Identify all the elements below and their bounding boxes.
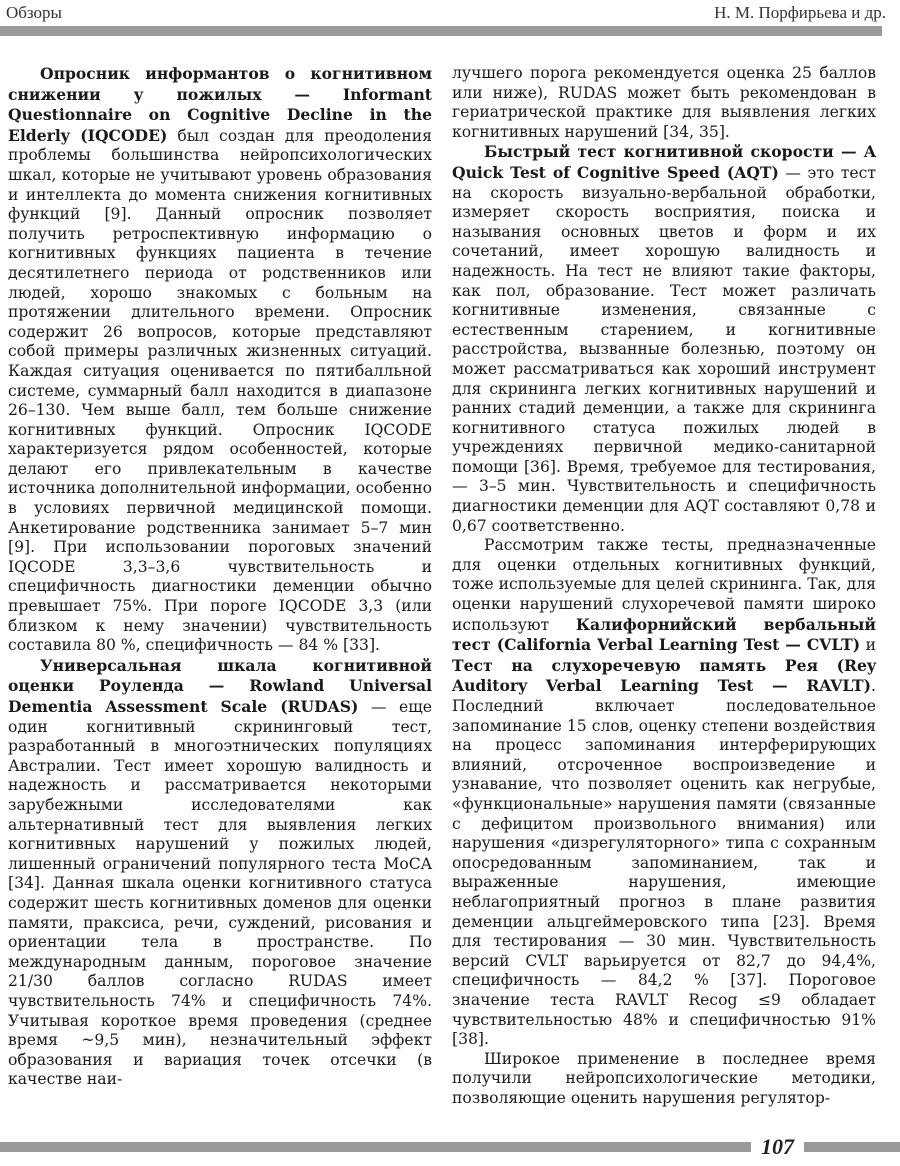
left-column [8,64,432,1090]
paragraph-memory-tests [452,536,876,1049]
paragraph-rudas-continued: лучшего порога рекомендуется оценка 25 баллов или ниже), RUDAS может быть рекомендован в гериатрической практике для выявления легких когнитивных нарушений [34, 35]. [452,64,876,141]
paragraph-aqt-text: — это тест на скорость визуально-вербальной обработки, измеряет скорость восприятия, поиска и называния основных цветов и форм и их сочетаний, имеет хорошую валидность и надежность. На тест не влияют такие факторы, как пол, образование. Тест может различать когнитивные изменения, связанные с естественным старением, и когнитивные расстройства, вызванные болезнью, поэтому он может рассматриваться как хороший инструмент для скрининга легких когнитивных нарушений и ранних стадий деменции, а также для скрининга когнитивного статуса пожилых людей в учреждениях первичной медико-санитарной помощи [36]. Время, требуемое для тестирования, — 3–5 мин. Чувствительность и специфичность диагностики деменции для AQT составляют 0,78 и 0,67 соответственно. [452,163,877,535]
term-iqcode: Опросник информантов о когнитивном снижении у пожилых — Informant Questionnaire on Cognitive Decline in the Elderly (IQCODE) [8,64,432,145]
paragraph-iqcode-text: был создан для преодоления проблемы большинства нейропсихологических шкал, которые не учитывают уровень образования и интеллекта до момента снижения когнитивных функций [9]. Данный опросник позволяет получить ретроспективную информацию о когнитивных функциях пациента в течение десятилетнего периода от родственников или людей, хорошо знакомых с больным на протяжении длительного времени. Опросник содержит 26 вопросов, которые представляют собой примеры различных жизненных ситуаций. Каждая ситуация оценивается по пятибалльной системе, суммарный балл находится в диапазоне 26–130. Чем выше балл, тем больше снижение когнитивных функций. Опросник IQCODE характеризуется рядом особенностей, которые делают его привлекательным в качестве источника дополнительной информации, особенно в условиях первичной медицинской помощи. Анкетирование родственника занимает 5–7 мин [9]. При использовании пороговых значений IQCODE 3,3–3,6 чувствительность и специфичность диагностики деменции обычно превышает 75%. При пороге IQCODE 3,3 (или близком к нему значении) чувствительность составила 80 %, специфичность — 84 % [33]. [8,126,432,655]
paragraph-neuropsych: Широкое применение в последнее время получили нейропсихологические методики, позволяющие оценить нарушения регулятор- [452,1049,876,1107]
term-ravlt: Тест на слухоречевую память Рея (Rey Auditory Verbal Learning Test — RAVLT) [452,655,876,696]
paragraph-rudas [8,656,432,1090]
header-authors: Н. М. Порфирьева и др. [714,3,886,22]
paragraph-aqt [452,142,876,536]
paragraph-rudas-text: — еще один когнитивный скрининговый тест, разработанный в многоэтнических популяциях Австралии. Тест имеет хорошую валидность и надежность и рассматривается некоторыми зарубежными исследователями как альтернативный тест для выявления легких когнитивных нарушений у пожилых людей, лишенный ограничений популярного теста MoCA [34]. Данная шкала оценки когнитивного статуса содержит шесть когнитивных доменов для оценки памяти, праксиса, речи, суждений, рисования и ориентации тела в пространстве. По международным данным, пороговое значение 21/30 баллов согласно RUDAS имеет чувствительность 74% и специфичность 74%. Учитывая короткое время проведения (среднее время ~9,5 мин), незначительный эффект образования и вариация точек отсечки (в качестве наи- [8,698,432,1089]
page-number: 107 [751,1134,804,1160]
header-section-title: Обзоры [6,3,62,22]
term-rudas: Универсальная шкала когнитивной оценки Роуленда — Rowland Universal Dementia Assessment Scale (RUDAS) [8,655,432,716]
paragraph-memory-text-c: . Последний включает последовательное запоминание 15 слов, оценку степени воздействия на процесс запоминания интерферирующих влияний, отсроченное воспроизведение и узнавание, что позволяет оценить как негрубые, «функциональные» нарушения памяти (связанные с дефицитом произвольного внимания) или нарушения «дизрегуляторного» типа с сохранным опосредованным запоминанием, так и выраженные нарушения, имеющие неблагоприятный прогноз в плане развития деменции альцгеймеровского типа [23]. Время для тестирования — 30 мин. Чувствительность версий CVLT варьируется от 82,7 до 94,4%, специфичность — 84,2 % [37]. Пороговое значение теста RAVLT Recog ≤9 обладает чувствительностью 48% и специфичностью 91% [38]. [452,677,876,1049]
paragraph-memory-text-a: Рассмотрим также тесты, предназначенные для оценки отдельных когнитивных функций, тоже используемые для целей скрининга. Так, для оценки нарушений слухоречевой памяти широко используют [452,536,876,634]
paragraph-iqcode [8,64,432,656]
paragraph-memory-text-b: и [860,636,876,655]
term-cvlt: Калифорнийский вербальный тест (California Verbal Learning Test — CVLT) [452,614,876,655]
term-aqt: Быстрый тест когнитивной скорости — A Quick Test of Cognitive Speed (AQT) [452,142,876,182]
running-header [0,0,900,27]
right-column [452,64,876,1108]
header-rule [0,26,882,36]
